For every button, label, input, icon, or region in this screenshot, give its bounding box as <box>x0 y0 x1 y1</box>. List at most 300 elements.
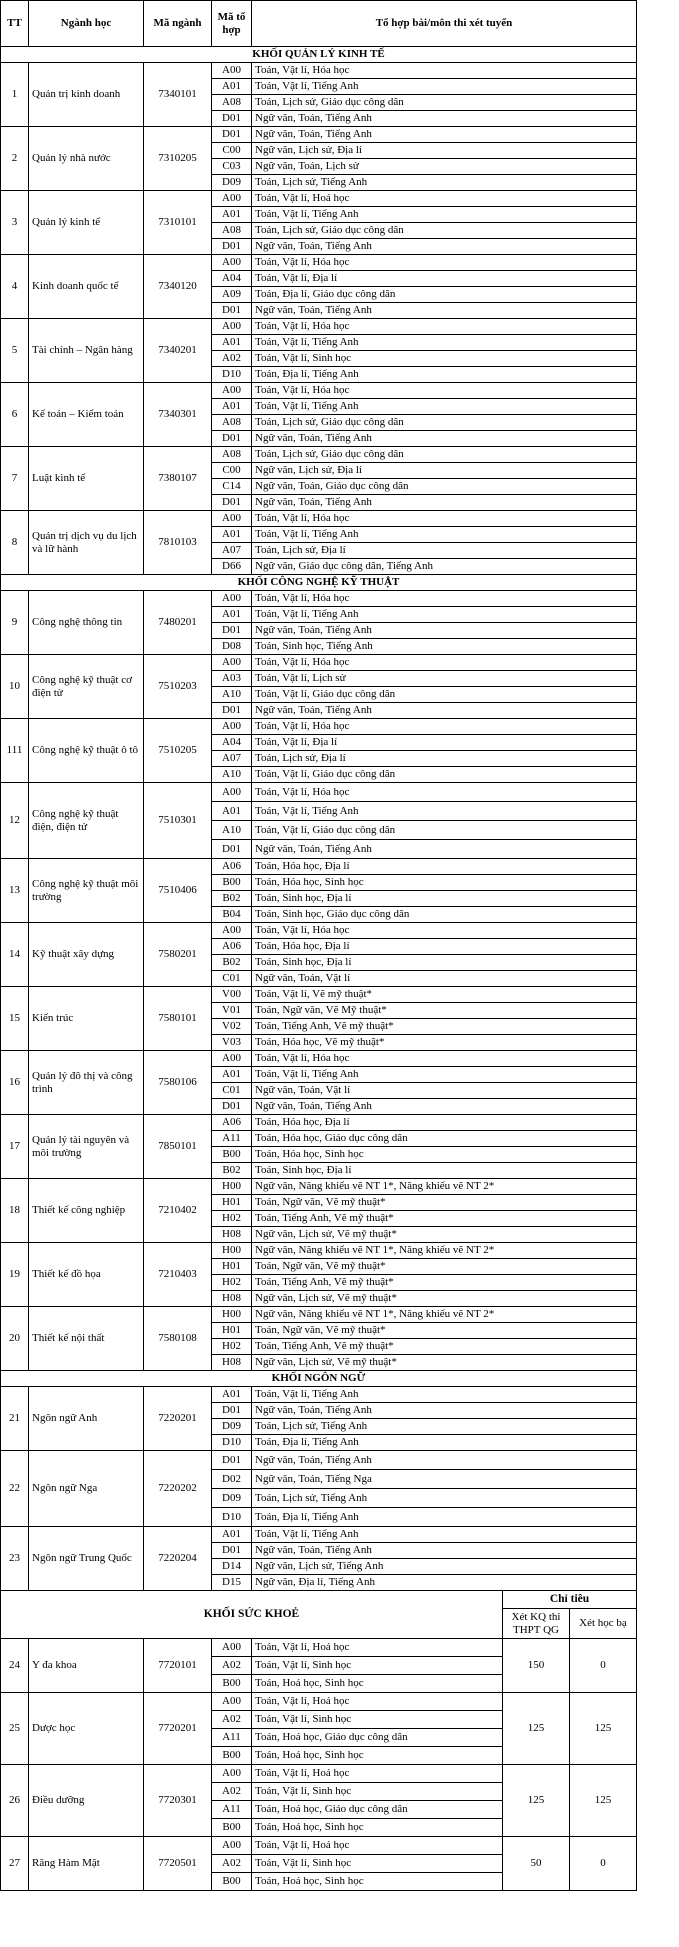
right-blank <box>637 559 679 575</box>
combo-subjects: Toán, Vật lí, Hóa học <box>252 383 637 399</box>
major-name: Ngôn ngữ Nga <box>29 1451 144 1527</box>
combo-subjects: Toán, Tiếng Anh, Vẽ mỹ thuật* <box>252 1211 637 1227</box>
section-title: KHỐI QUẢN LÝ KINH TẾ <box>1 47 637 63</box>
combo-code: A00 <box>212 191 252 207</box>
col-thpt-label: Xét KQ thi THPT QG <box>503 1609 570 1639</box>
major-code: 7850101 <box>144 1115 212 1179</box>
right-blank <box>637 671 679 687</box>
combo-subjects: Toán, Ngữ văn, Vẽ Mỹ thuật* <box>252 1003 637 1019</box>
combo-code: A01 <box>212 1387 252 1403</box>
combo-subjects: Toán, Vật lí, Tiếng Anh <box>252 802 637 821</box>
combo-code: D08 <box>212 639 252 655</box>
right-blank <box>637 287 679 303</box>
combo-row <box>1 1387 679 1403</box>
combo-code: B02 <box>212 955 252 971</box>
combo-subjects: Toán, Vật lí, Hoá học <box>252 1837 503 1855</box>
combo-code: A00 <box>212 719 252 735</box>
combo-code: D01 <box>212 1451 252 1470</box>
combo-subjects: Toán, Lịch sử, Tiếng Anh <box>252 1419 637 1435</box>
combo-subjects: Toán, Vật lí, Tiếng Anh <box>252 527 637 543</box>
right-blank <box>637 1035 679 1051</box>
combo-code: A01 <box>212 527 252 543</box>
right-blank <box>637 891 679 907</box>
right-blank <box>637 1323 679 1339</box>
combo-code: B00 <box>212 1147 252 1163</box>
combo-subjects: Toán, Vật lí, Hóa học <box>252 511 637 527</box>
combo-code: B00 <box>212 875 252 891</box>
combo-row <box>1 859 679 875</box>
combo-code: A00 <box>212 655 252 671</box>
right-blank <box>637 479 679 495</box>
combo-subjects: Toán, Hoá học, Sinh học <box>252 1819 503 1837</box>
right-blank <box>637 319 679 335</box>
combo-code: B00 <box>212 1873 252 1891</box>
combo-code: H02 <box>212 1339 252 1355</box>
combo-subjects: Toán, Vật lí, Hóa học <box>252 719 637 735</box>
major-name: Ngôn ngữ Trung Quốc <box>29 1527 144 1591</box>
combo-code: A00 <box>212 1693 252 1711</box>
right-blank <box>637 1307 679 1323</box>
combo-code: D10 <box>212 367 252 383</box>
combo-code: H02 <box>212 1275 252 1291</box>
major-name: Điều dưỡng <box>29 1765 144 1837</box>
combo-subjects: Toán, Vật lí, Hoá học <box>252 1639 503 1657</box>
combo-subjects: Toán, Vật lí, Sinh học <box>252 1855 503 1873</box>
major-code: 7310205 <box>144 127 212 191</box>
combo-code: D01 <box>212 840 252 859</box>
combo-subjects: Ngữ văn, Giáo dục công dân, Tiếng Anh <box>252 559 637 575</box>
right-blank <box>637 1371 679 1387</box>
major-name: Công nghệ kỹ thuật ô tô <box>29 719 144 783</box>
combo-code: A01 <box>212 335 252 351</box>
combo-row <box>1 1115 679 1131</box>
right-blank <box>637 63 679 79</box>
major-code: 7340201 <box>144 319 212 383</box>
combo-subjects: Toán, Ngữ văn, Vẽ mỹ thuật* <box>252 1323 637 1339</box>
right-blank <box>637 1131 679 1147</box>
major-name: Tài chính – Ngân hàng <box>29 319 144 383</box>
combo-subjects: Ngữ văn, Toán, Tiếng Anh <box>252 1451 637 1470</box>
combo-code: H01 <box>212 1195 252 1211</box>
major-name: Dược học <box>29 1693 144 1765</box>
combo-row <box>1 319 679 335</box>
right-blank <box>637 239 679 255</box>
header-ma-to-hop: Mã tổ hợp <box>212 1 252 47</box>
combo-code: A06 <box>212 1115 252 1131</box>
quota-hocba: 0 <box>570 1639 637 1693</box>
combo-code: B00 <box>212 1819 252 1837</box>
right-blank <box>637 575 679 591</box>
major-code: 7580201 <box>144 923 212 987</box>
major-number: 18 <box>1 1179 29 1243</box>
major-code: 7220202 <box>144 1451 212 1527</box>
right-blank <box>637 1489 679 1508</box>
right-blank <box>637 191 679 207</box>
header-to-hop: Tổ hợp bài/môn thi xét tuyển <box>252 1 637 47</box>
combo-subjects: Toán, Tiếng Anh, Vẽ mỹ thuật* <box>252 1019 637 1035</box>
combo-code: A00 <box>212 255 252 271</box>
combo-row <box>1 1837 679 1855</box>
combo-code: D01 <box>212 1403 252 1419</box>
major-name: Quản lý nhà nước <box>29 127 144 191</box>
right-blank <box>637 821 679 840</box>
right-blank <box>637 703 679 719</box>
right-blank <box>637 783 679 802</box>
right-blank <box>637 127 679 143</box>
major-number: 9 <box>1 591 29 655</box>
major-number: 17 <box>1 1115 29 1179</box>
major-number: 4 <box>1 255 29 319</box>
combo-code: A08 <box>212 95 252 111</box>
combo-code: H00 <box>212 1179 252 1195</box>
combo-subjects: Toán, Vật lí, Tiếng Anh <box>252 207 637 223</box>
combo-subjects: Toán, Ngữ văn, Vẽ mỹ thuật* <box>252 1259 637 1275</box>
combo-code: A00 <box>212 383 252 399</box>
right-blank <box>637 751 679 767</box>
combo-code: H08 <box>212 1227 252 1243</box>
combo-subjects: Toán, Tiếng Anh, Vẽ mỹ thuật* <box>252 1339 637 1355</box>
combo-subjects: Toán, Vật lí, Hoá học <box>252 1765 503 1783</box>
combo-row <box>1 1765 679 1783</box>
major-name: Y đa khoa <box>29 1639 144 1693</box>
major-number: 19 <box>1 1243 29 1307</box>
major-number: 22 <box>1 1451 29 1527</box>
right-blank <box>637 859 679 875</box>
combo-subjects: Toán, Vật lí, Sinh học <box>252 1657 503 1675</box>
section-title: KHỐI CÔNG NGHỆ KỸ THUẬT <box>1 575 637 591</box>
combo-subjects: Toán, Hóa học, Địa lí <box>252 939 637 955</box>
major-number: 21 <box>1 1387 29 1451</box>
combo-row <box>1 127 679 143</box>
major-code: 7220204 <box>144 1527 212 1591</box>
combo-subjects: Ngữ văn, Lịch sử, Vẽ mỹ thuật* <box>252 1291 637 1307</box>
right-blank <box>637 840 679 859</box>
right-blank <box>637 875 679 891</box>
combo-code: A07 <box>212 543 252 559</box>
combo-code: D09 <box>212 175 252 191</box>
col-hocba-label: Xét học bạ <box>570 1609 637 1639</box>
combo-code: D01 <box>212 127 252 143</box>
combo-code: D01 <box>212 703 252 719</box>
combo-code: H01 <box>212 1323 252 1339</box>
combo-code: B02 <box>212 1163 252 1179</box>
right-blank <box>637 1387 679 1403</box>
right-blank <box>637 639 679 655</box>
combo-row <box>1 1693 679 1711</box>
right-blank <box>637 687 679 703</box>
right-blank <box>637 207 679 223</box>
combo-row <box>1 383 679 399</box>
section-title: KHỐI NGÔN NGỮ <box>1 1371 637 1387</box>
combo-code: A00 <box>212 1051 252 1067</box>
header-blank <box>637 1 679 47</box>
right-blank <box>637 1147 679 1163</box>
combo-code: A06 <box>212 859 252 875</box>
right-blank <box>637 95 679 111</box>
major-number: 3 <box>1 191 29 255</box>
combo-subjects: Toán, Lịch sử, Giáo dục công dân <box>252 415 637 431</box>
quota-thpt: 50 <box>503 1837 570 1891</box>
combo-subjects: Ngữ văn, Toán, Tiếng Anh <box>252 840 637 859</box>
combo-code: A01 <box>212 1527 252 1543</box>
major-name: Răng Hàm Mặt <box>29 1837 144 1891</box>
major-code: 7510203 <box>144 655 212 719</box>
combo-code: D01 <box>212 303 252 319</box>
combo-row <box>1 923 679 939</box>
combo-code: A10 <box>212 821 252 840</box>
combo-subjects: Toán, Địa lí, Tiếng Anh <box>252 367 637 383</box>
major-code: 7220201 <box>144 1387 212 1451</box>
combo-subjects: Ngữ văn, Toán, Tiếng Anh <box>252 431 637 447</box>
combo-subjects: Ngữ văn, Toán, Tiếng Anh <box>252 1403 637 1419</box>
combo-code: V00 <box>212 987 252 1003</box>
combo-subjects: Ngữ văn, Toán, Lịch sử <box>252 159 637 175</box>
right-blank <box>637 415 679 431</box>
combo-subjects: Toán, Hóa học, Giáo dục công dân <box>252 1131 637 1147</box>
major-code: 7720301 <box>144 1765 212 1837</box>
combo-subjects: Toán, Vật lí, Địa lí <box>252 735 637 751</box>
right-blank <box>637 1211 679 1227</box>
combo-subjects: Ngữ văn, Năng khiếu vẽ NT 1*, Năng khiếu vẽ NT 2* <box>252 1243 637 1259</box>
right-blank <box>637 655 679 671</box>
combo-row <box>1 783 679 802</box>
health-section-title: KHỐI SỨC KHOẺ <box>1 1591 503 1639</box>
combo-code: D01 <box>212 495 252 511</box>
right-blank <box>637 1163 679 1179</box>
combo-subjects: Toán, Vật lí, Hóa học <box>252 63 637 79</box>
combo-code: A04 <box>212 271 252 287</box>
combo-subjects: Toán, Vật lí, Giáo dục công dân <box>252 767 637 783</box>
right-blank <box>637 1099 679 1115</box>
major-number: 20 <box>1 1307 29 1371</box>
right-blank <box>637 1243 679 1259</box>
health-header-row <box>1 1591 679 1609</box>
combo-subjects: Ngữ văn, Toán, Tiếng Anh <box>252 1543 637 1559</box>
combo-row <box>1 63 679 79</box>
combo-row <box>1 1243 679 1259</box>
right-blank <box>637 255 679 271</box>
combo-code: D01 <box>212 1543 252 1559</box>
right-blank <box>637 1339 679 1355</box>
combo-row <box>1 1307 679 1323</box>
right-blank <box>637 607 679 623</box>
major-name: Quản lý kinh tế <box>29 191 144 255</box>
right-blank <box>637 223 679 239</box>
combo-code: A00 <box>212 923 252 939</box>
major-name: Quản trị dịch vụ du lịch và lữ hành <box>29 511 144 575</box>
right-blank <box>637 431 679 447</box>
combo-subjects: Toán, Lịch sử, Tiếng Anh <box>252 175 637 191</box>
combo-subjects: Ngữ văn, Toán, Tiếng Anh <box>252 703 637 719</box>
combo-code: B02 <box>212 891 252 907</box>
combo-code: A01 <box>212 607 252 623</box>
major-name: Thiết kế công nghiệp <box>29 1179 144 1243</box>
right-blank <box>637 1003 679 1019</box>
combo-code: D66 <box>212 559 252 575</box>
combo-code: A00 <box>212 63 252 79</box>
right-blank <box>637 1083 679 1099</box>
major-code: 7380107 <box>144 447 212 511</box>
right-blank <box>637 303 679 319</box>
combo-subjects: Toán, Hóa học, Sinh học <box>252 1147 637 1163</box>
combo-subjects: Toán, Hoá học, Sinh học <box>252 1747 503 1765</box>
combo-row <box>1 191 679 207</box>
combo-row <box>1 987 679 1003</box>
major-code: 7340101 <box>144 63 212 127</box>
major-code: 7340120 <box>144 255 212 319</box>
combo-code: B00 <box>212 1747 252 1765</box>
combo-code: A02 <box>212 1657 252 1675</box>
major-name: Ngôn ngữ Anh <box>29 1387 144 1451</box>
combo-subjects: Toán, Hóa học, Vẽ mỹ thuật* <box>252 1035 637 1051</box>
right-blank <box>637 1508 679 1527</box>
right-blank <box>637 1765 679 1837</box>
right-blank <box>637 1227 679 1243</box>
combo-code: A00 <box>212 1765 252 1783</box>
section-row <box>1 47 679 63</box>
combo-code: D01 <box>212 1099 252 1115</box>
combo-code: A00 <box>212 783 252 802</box>
combo-code: A03 <box>212 671 252 687</box>
right-blank <box>637 719 679 735</box>
section-row <box>1 575 679 591</box>
combo-subjects: Ngữ văn, Lịch sử, Địa lí <box>252 143 637 159</box>
major-code: 7210403 <box>144 1243 212 1307</box>
quota-thpt: 125 <box>503 1693 570 1765</box>
major-number: 27 <box>1 1837 29 1891</box>
major-name: Luật kinh tế <box>29 447 144 511</box>
combo-code: A06 <box>212 939 252 955</box>
combo-subjects: Toán, Vật lí, Vẽ mỹ thuật* <box>252 987 637 1003</box>
combo-code: D10 <box>212 1508 252 1527</box>
combo-code: A11 <box>212 1131 252 1147</box>
combo-subjects: Toán, Vật lí, Giáo dục công dân <box>252 821 637 840</box>
combo-subjects: Toán, Hoá học, Sinh học <box>252 1675 503 1693</box>
major-number: 7 <box>1 447 29 511</box>
combo-subjects: Toán, Hóa học, Địa lí <box>252 859 637 875</box>
chi-tieu-label: Chỉ tiêu <box>503 1591 637 1609</box>
combo-code: D14 <box>212 1559 252 1575</box>
quota-thpt: 125 <box>503 1765 570 1837</box>
right-blank <box>637 143 679 159</box>
right-blank <box>637 495 679 511</box>
right-blank <box>637 907 679 923</box>
combo-subjects: Toán, Địa lí, Tiếng Anh <box>252 1435 637 1451</box>
right-blank <box>637 971 679 987</box>
right-blank <box>637 1435 679 1451</box>
header-ma-nganh: Mã ngành <box>144 1 212 47</box>
combo-subjects: Ngữ văn, Toán, Vật lí <box>252 1083 637 1099</box>
combo-subjects: Toán, Lịch sử, Giáo dục công dân <box>252 95 637 111</box>
right-blank <box>637 1019 679 1035</box>
right-blank <box>637 1179 679 1195</box>
right-blank <box>637 1115 679 1131</box>
combo-subjects: Toán, Địa lí, Tiếng Anh <box>252 1508 637 1527</box>
combo-code: B00 <box>212 1675 252 1693</box>
right-blank <box>637 987 679 1003</box>
major-number: 16 <box>1 1051 29 1115</box>
combo-code: A00 <box>212 1639 252 1657</box>
combo-subjects: Toán, Sinh học, Địa lí <box>252 955 637 971</box>
combo-subjects: Ngữ văn, Toán, Tiếng Nga <box>252 1470 637 1489</box>
combo-subjects: Toán, Vật lí, Tiếng Anh <box>252 335 637 351</box>
combo-code: A01 <box>212 79 252 95</box>
combo-code: D10 <box>212 1435 252 1451</box>
quota-hocba: 125 <box>570 1693 637 1765</box>
right-blank <box>637 1275 679 1291</box>
major-number: 13 <box>1 859 29 923</box>
major-number: 25 <box>1 1693 29 1765</box>
right-blank <box>637 543 679 559</box>
combo-code: A01 <box>212 1067 252 1083</box>
combo-subjects: Toán, Hoá học, Giáo dục công dân <box>252 1729 503 1747</box>
right-blank <box>637 1419 679 1435</box>
combo-subjects: Ngữ văn, Toán, Tiếng Anh <box>252 303 637 319</box>
combo-code: C01 <box>212 971 252 987</box>
combo-subjects: Toán, Sinh học, Địa lí <box>252 891 637 907</box>
combo-code: V03 <box>212 1035 252 1051</box>
major-number: 12 <box>1 783 29 859</box>
combo-subjects: Toán, Sinh học, Giáo dục công dân <box>252 907 637 923</box>
right-blank <box>637 383 679 399</box>
combo-code: B04 <box>212 907 252 923</box>
combo-code: A02 <box>212 1855 252 1873</box>
combo-code: D01 <box>212 623 252 639</box>
major-code: 7510406 <box>144 859 212 923</box>
right-blank <box>637 1543 679 1559</box>
right-blank <box>637 399 679 415</box>
combo-row <box>1 591 679 607</box>
right-blank <box>637 159 679 175</box>
combo-subjects: Toán, Lịch sử, Địa lí <box>252 751 637 767</box>
major-number: 23 <box>1 1527 29 1591</box>
right-blank <box>637 463 679 479</box>
major-code: 7580108 <box>144 1307 212 1371</box>
combo-subjects: Toán, Vật lí, Sinh học <box>252 1783 503 1801</box>
right-blank <box>637 1609 679 1639</box>
header-tt: TT <box>1 1 29 47</box>
combo-row <box>1 1051 679 1067</box>
combo-row <box>1 1179 679 1195</box>
major-name: Kiến trúc <box>29 987 144 1051</box>
combo-code: H01 <box>212 1259 252 1275</box>
major-code: 7210402 <box>144 1179 212 1243</box>
combo-code: A01 <box>212 399 252 415</box>
major-code: 7720101 <box>144 1639 212 1693</box>
right-blank <box>637 1355 679 1371</box>
combo-subjects: Toán, Vật lí, Hoá học <box>252 191 637 207</box>
combo-code: A09 <box>212 287 252 303</box>
combo-subjects: Toán, Sinh học, Địa lí <box>252 1163 637 1179</box>
combo-subjects: Toán, Lịch sử, Giáo dục công dân <box>252 223 637 239</box>
combo-code: D15 <box>212 1575 252 1591</box>
major-code: 7340301 <box>144 383 212 447</box>
combo-code: H08 <box>212 1355 252 1371</box>
combo-subjects: Toán, Lịch sử, Địa lí <box>252 543 637 559</box>
right-blank <box>637 1693 679 1765</box>
combo-code: H00 <box>212 1243 252 1259</box>
combo-subjects: Toán, Lịch sử, Giáo dục công dân <box>252 447 637 463</box>
major-number: 10 <box>1 655 29 719</box>
quota-hocba: 0 <box>570 1837 637 1891</box>
combo-subjects: Toán, Vật lí, Tiếng Anh <box>252 1067 637 1083</box>
combo-subjects: Toán, Vật lí, Hóa học <box>252 255 637 271</box>
combo-code: D01 <box>212 431 252 447</box>
combo-code: A10 <box>212 767 252 783</box>
major-code: 7580101 <box>144 987 212 1051</box>
combo-subjects: Toán, Vật lí, Tiếng Anh <box>252 1527 637 1543</box>
major-code: 7720201 <box>144 1693 212 1765</box>
